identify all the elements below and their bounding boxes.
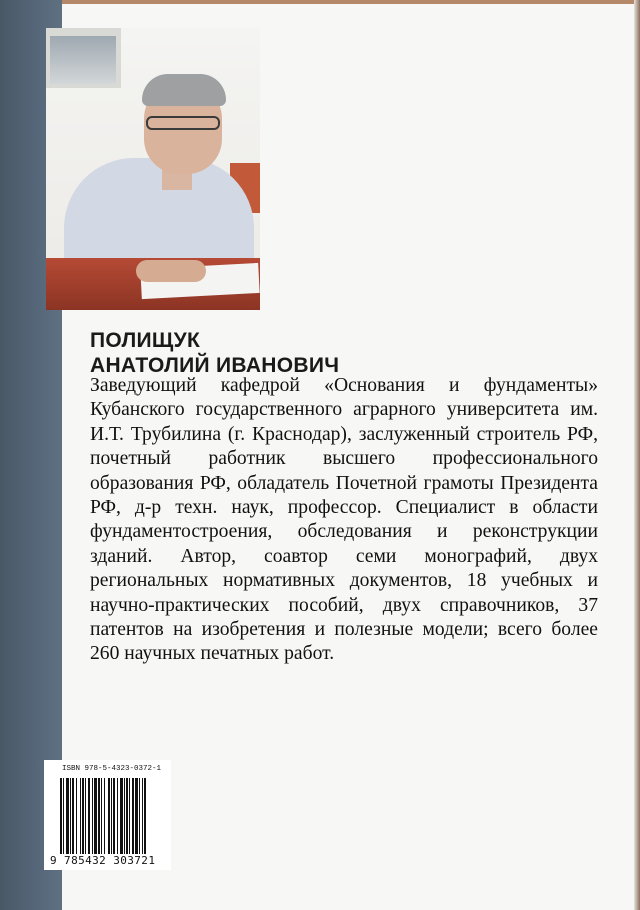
barcode-bar	[104, 778, 105, 854]
photo-hands	[136, 260, 206, 282]
barcode-digits: 9 785432 303721	[50, 854, 156, 867]
author-biography: Заведующий кафедрой «Основания и фундаменты» Кубанского государственного аграрного университета им. И.Т. Трубилина (г. Краснодар), заслуженный строитель РФ, почетный работник высшего профессионального образования РФ, обладатель Почетной грамоты Президента РФ, д-р техн. наук, профессор. Специалист в области фундаментостроения, обследования и реконструкции зданий. Автор, соавтор семи монографий, двух региональных нормативных документов, 18 учебных и научно-практических пособий, двух справочников, 37 патентов на изобретения и полезные модели; всего более 260 научных печатных работ.	[90, 375, 598, 665]
barcode-bar	[126, 778, 128, 854]
barcode-bar	[117, 778, 118, 854]
barcode-bar	[85, 778, 86, 854]
isbn-label: ISBN 978-5-4323-0372-1	[62, 765, 162, 773]
barcode-bar	[94, 778, 97, 854]
author-photo	[46, 28, 260, 310]
photo-window	[50, 36, 116, 84]
barcode-bar	[135, 778, 138, 854]
author-surname: ПОЛИЩУК	[90, 329, 201, 352]
barcode-bar	[60, 778, 62, 854]
barcode-bar	[63, 778, 64, 854]
barcode-bar	[76, 778, 77, 854]
cover-right-edge	[634, 0, 640, 910]
barcode-bar	[101, 778, 102, 854]
barcode-bar	[80, 778, 81, 854]
barcode-bar	[92, 778, 93, 854]
barcode-bar	[124, 778, 125, 854]
barcode-bar	[108, 778, 110, 854]
barcode-bar	[129, 778, 130, 854]
author-name	[90, 328, 339, 378]
barcode-icon	[60, 778, 156, 854]
barcode-bar	[98, 778, 100, 854]
barcode-bar	[70, 778, 71, 854]
barcode-bar	[142, 778, 143, 854]
barcode-bar	[113, 778, 115, 854]
barcode-bar	[139, 778, 140, 854]
barcode-bar	[82, 778, 84, 854]
isbn-barcode-block	[44, 760, 171, 870]
photo-glasses	[146, 116, 220, 130]
cover-top-edge	[62, 0, 640, 4]
barcode-bar	[144, 778, 146, 854]
barcode-bar	[132, 778, 134, 854]
barcode-bar	[120, 778, 123, 854]
barcode-bar	[72, 778, 74, 854]
barcode-bar	[111, 778, 112, 854]
barcode-bar	[66, 778, 69, 854]
barcode-bar	[88, 778, 90, 854]
author-given-names: АНАТОЛИЙ ИВАНОВИЧ	[90, 354, 340, 377]
photo-hair	[142, 74, 226, 106]
